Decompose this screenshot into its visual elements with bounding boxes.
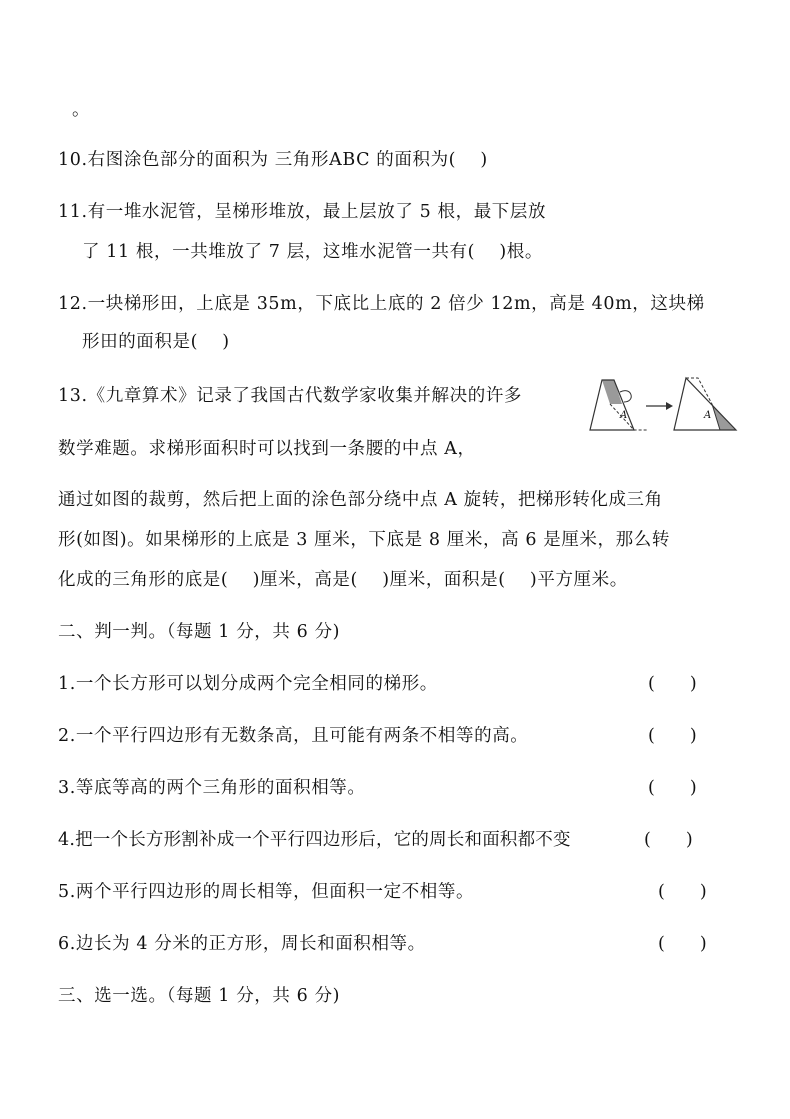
question-13-line-1: 13.《九章算术》记录了我国古代数学家收集并解决的许多 [58,386,523,406]
judge-item-4: 4.把一个长方形割补成一个平行四边形后，它的周长和面积都不变 [58,830,571,850]
label-a-left: A [620,410,628,421]
section-2-title: 二、判一判。（每题 1 分，共 6 分) [58,622,341,642]
question-13-line-5: 化成的三角形的底是( )厘米，高是( )厘米，面积是( )平方厘米。 [58,570,628,590]
question-11-line-2: 了 11 根，一共堆放了 7 层，这堆水泥管一共有( )根。 [82,242,543,262]
section-3-title: 三、选一选。（每题 1 分，共 6 分) [58,986,341,1006]
question-10: 10.右图涂色部分的面积为 三角形ABC 的面积为( ) [58,150,488,170]
question-13-line-4: 形(如图)。如果梯形的上底是 3 厘米，下底是 8 厘米，高 6 是厘米，那么转 [58,530,670,550]
question-13-line-2: 数学难题。求梯形面积时可以找到一条腰的中点 A， [58,439,476,459]
judge-item-5: 5.两个平行四边形的周长相等，但面积一定不相等。 [58,882,475,902]
top-mark: 。 [72,100,91,120]
judge-answer-4[interactable]: ( ) [644,830,693,850]
question-11-line-1: 11.有一堆水泥管，呈梯形堆放，最上层放了 5 根，最下层放 [58,202,547,222]
judge-item-1: 1.一个长方形可以划分成两个完全相同的梯形。 [58,674,438,694]
judge-item-6: 6.边长为 4 分米的正方形，周长和面积相等。 [58,934,426,954]
judge-answer-5[interactable]: ( ) [658,882,707,902]
question-13-line-3: 通过如图的裁剪，然后把上面的涂色部分绕中点 A 旋转，把梯形转化成三角 [58,490,663,510]
question-12-line-2: 形田的面积是( ) [82,332,230,352]
judge-answer-2[interactable]: ( ) [648,726,697,746]
label-a-right: A [704,410,712,421]
judge-answer-1[interactable]: ( ) [648,674,697,694]
trapezoid-rotation-figure [586,372,742,438]
judge-item-3: 3.等底等高的两个三角形的面积相等。 [58,778,366,798]
judge-answer-6[interactable]: ( ) [658,934,707,954]
judge-item-2: 2.一个平行四边形有无数条高，且可能有两条不相等的高。 [58,726,529,746]
transform-arrow-head [666,402,673,410]
judge-answer-3[interactable]: ( ) [648,778,697,798]
question-12-line-1: 12.一块梯形田，上底是 35m，下底比上底的 2 倍少 12m，高是 40m，这块梯 [58,294,705,314]
